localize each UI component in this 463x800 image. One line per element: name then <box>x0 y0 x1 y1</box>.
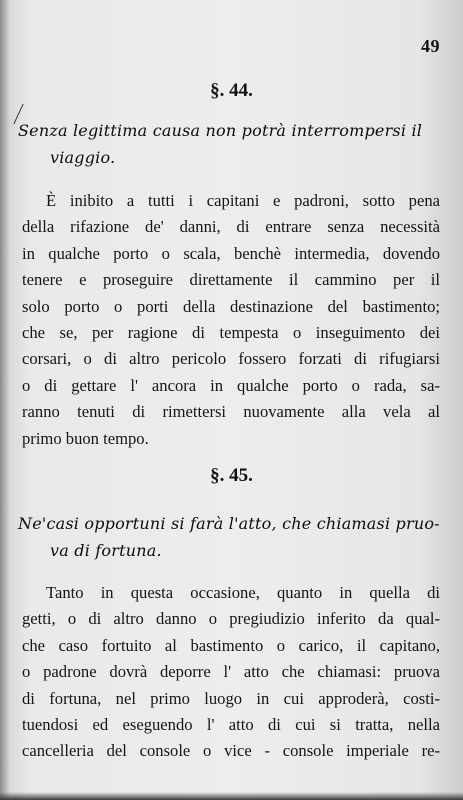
body-line: Tanto in questa occasione, quanto in quella di <box>46 583 440 602</box>
page-number: 49 <box>421 36 440 56</box>
body-line: della rifazione de' danni, di entrare senza necessità <box>22 217 440 237</box>
body-line: tuendosi ed eseguendo l' atto di cui si tratta, nella <box>22 715 440 735</box>
body-line: primo buon tempo. <box>22 428 149 448</box>
summary-line: Senza legittima causa non potrà interrompersi il <box>18 121 423 140</box>
summary-line: viaggio. <box>50 148 116 167</box>
section-heading: §. 45. <box>210 465 253 486</box>
body-line: o di gettare l' ancora in qualche porto o rada, sa- <box>22 375 440 395</box>
body-line: solo porto o porti della destinazione del bastimento; <box>22 296 440 316</box>
body-line: cancelleria del console o vice - console imperiale re- <box>22 741 440 761</box>
body-line: di fortuna, nel primo luogo in cui approderà, costi- <box>22 688 440 708</box>
body-line: È inibito a tutti i capitani e padroni, sotto pena <box>46 191 440 210</box>
section-summary <box>18 510 448 564</box>
section-summary <box>18 117 448 171</box>
body-line: corsari, o di altro pericolo fossero forzati di rifugiarsi <box>22 349 440 369</box>
summary-line: Ne'casi opportuni si farà l'atto, che chiamasi pruo- <box>18 514 440 533</box>
section-heading: §. 44. <box>210 80 253 101</box>
summary-line: va di fortuna. <box>50 541 162 560</box>
body-line: tenere e proseguire direttamente il cammino per il <box>22 270 440 290</box>
body-line: getti, o di altro danno o pregiudizio inferito da qual- <box>22 609 440 629</box>
page-bottom-edge <box>0 792 463 800</box>
body-line: che caso fortuito al bastimento o carico, il capitano, <box>22 635 440 655</box>
body-line: in qualche porto o scala, benchè intermedia, dovendo <box>22 243 440 263</box>
body-line: o padrone dovrà deporre l' atto che chiamasi: pruova <box>22 662 440 682</box>
section-body <box>22 188 440 452</box>
page-binding-shadow <box>0 0 10 800</box>
body-line: ranno tenuti di rimettersi nuovamente alla vela al <box>22 402 440 422</box>
body-line: che se, per ragione di tempesta o inseguimento dei <box>22 323 440 343</box>
section-body <box>22 580 440 765</box>
